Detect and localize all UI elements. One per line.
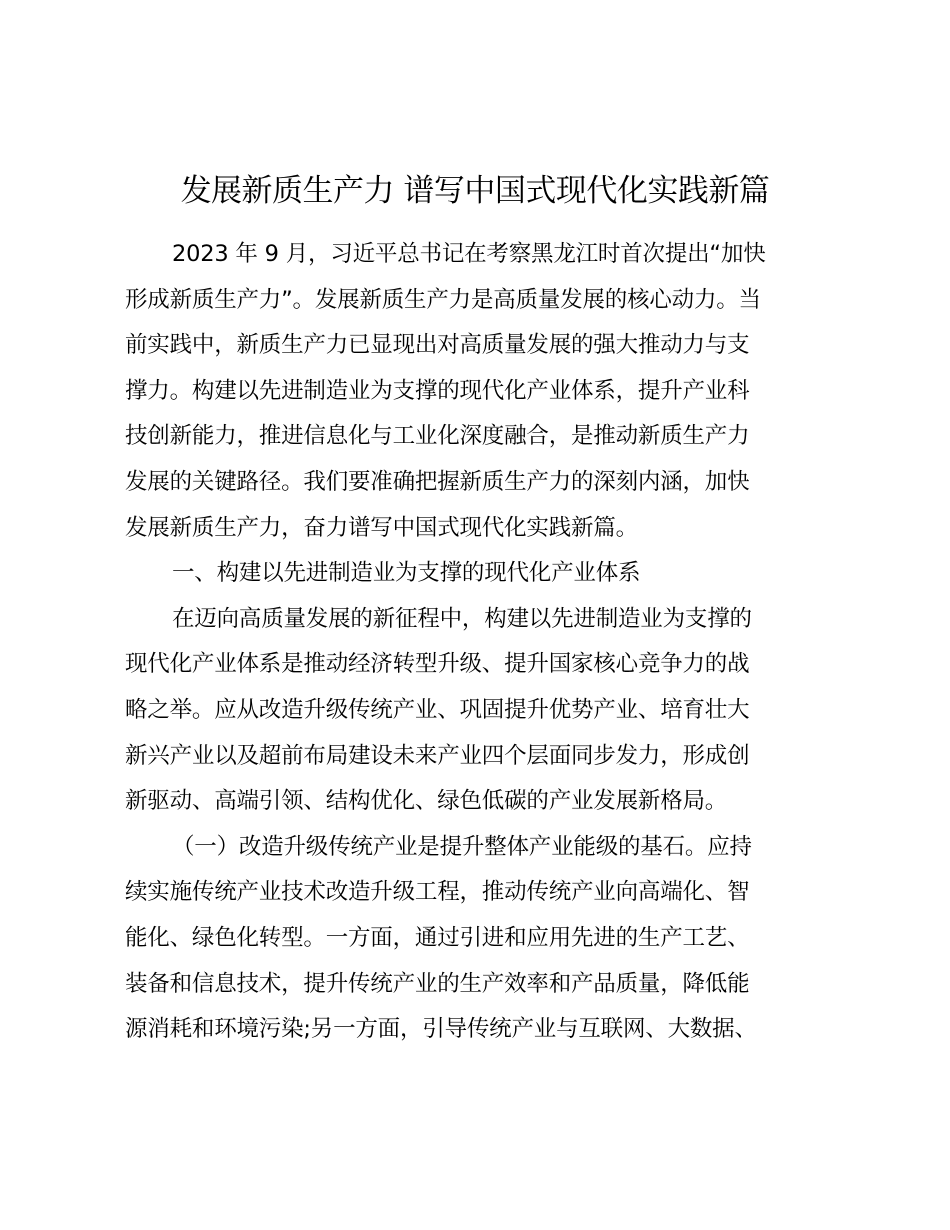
paragraph-line: 前实践中，新质生产力已显现出对高质量发展的强大推动力与支 <box>125 332 750 359</box>
paragraph-line: 新驱动、高端引领、结构优化、绿色低碳的产业发展新格局。 <box>125 788 728 815</box>
document-title: 发展新质生产力 谱写中国式现代化实践新篇 <box>180 173 770 209</box>
paragraph-first-line: 在迈向高质量发展的新征程中，构建以先进制造业为支撑的 <box>172 605 752 632</box>
paragraph-first-line: 2023 年 9 月，习近平总书记在考察黑龙江时首次提出“加快 <box>172 241 766 267</box>
paragraph-line: 源消耗和环境污染;另一方面，引导传统产业与互联网、大数据、 <box>125 1016 757 1043</box>
paragraph-line: 现代化产业体系是推动经济转型升级、提升国家核心竞争力的战 <box>125 651 750 678</box>
paragraph-first-line: （一）改造升级传统产业是提升整体产业能级的基石。应持 <box>172 833 752 860</box>
paragraph-line: 新兴产业以及超前布局建设未来产业四个层面同步发力，形成创 <box>125 742 750 769</box>
paragraph-line: 发展的关键路径。我们要准确把握新质生产力的深刻内涵，加快 <box>125 468 750 495</box>
paragraph-line: 技创新能力，推进信息化与工业化深度融合，是推动新质生产力 <box>125 423 750 450</box>
document-body <box>125 232 825 1053</box>
paragraph-line: 略之举。应从改造升级传统产业、巩固提升优势产业、培育壮大 <box>125 696 750 723</box>
paragraph-line: 续实施传统产业技术改造升级工程，推动传统产业向高端化、智 <box>125 879 750 906</box>
paragraph-line: 撑力。构建以先进制造业为支撑的现代化产业体系，提升产业科 <box>125 377 750 404</box>
paragraph-first-line: 一、构建以先进制造业为支撑的现代化产业体系 <box>172 560 641 587</box>
paragraph-line: 发展新质生产力，奋力谱写中国式现代化实践新篇。 <box>125 514 638 541</box>
paragraph-line: 能化、绿色化转型。一方面，通过引进和应用先进的生产工艺、 <box>125 924 750 951</box>
paragraph-line: 形成新质生产力”。发展新质生产力是高质量发展的核心动力。当 <box>125 286 761 313</box>
paragraph-line: 装备和信息技术，提升传统产业的生产效率和产品质量，降低能 <box>125 970 750 997</box>
